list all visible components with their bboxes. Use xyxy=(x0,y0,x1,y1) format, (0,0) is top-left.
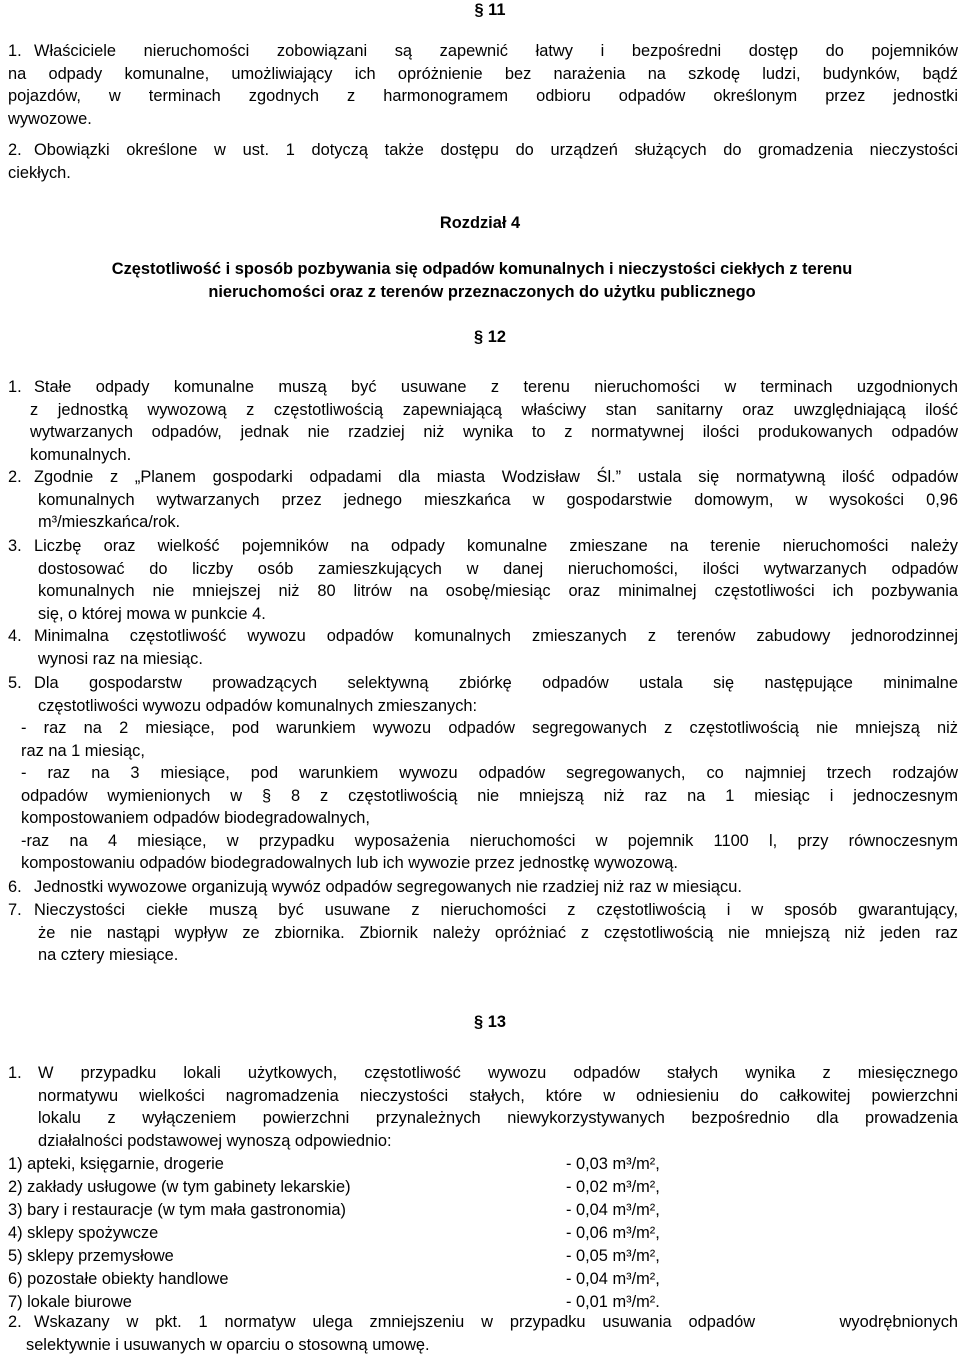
paragraph-line: Nieczystości ciekłe muszą być usuwane z nieruchomości z częstotliwością i w sposób gwarantujący, xyxy=(34,901,958,919)
paragraph-line: Wskazany w pkt. 1 normatyw ulega zmniejszeniu w przypadku usuwania odpadów wyodrębnionych xyxy=(34,1313,958,1331)
section-12-paragraph-3 xyxy=(8,535,958,625)
paragraph-line: komunalnych nie mniejszej niż 80 litrów na osobę/miesiąc oraz minimalnej częstotliwości ich pozbywania xyxy=(38,582,958,600)
paragraph-line: normatywu wielkości nagromadzenia nieczystości stałych, które w odniesieniu do całkowitej powierzchni xyxy=(38,1086,958,1105)
section-12-paragraph-5 xyxy=(8,672,958,875)
norm-value: - 0,04 m³/m², xyxy=(566,1270,660,1288)
paragraph-line: ciekłych. xyxy=(8,163,71,182)
paragraph-line: na cztery miesiące. xyxy=(38,946,179,964)
paragraph-line: Liczbę oraz wielkość pojemników na odpady komunalne zmieszane na terenie nieruchomości należy xyxy=(34,537,958,555)
paragraph-number: 5. xyxy=(8,674,22,692)
section-12-paragraph-4 xyxy=(8,625,958,670)
norm-value: - 0,01 m³/m². xyxy=(566,1293,660,1311)
paragraph-number: 3. xyxy=(8,537,22,555)
paragraph-number: 7. xyxy=(8,901,22,919)
norms-list xyxy=(8,1153,708,1314)
option-line: - raz na 2 miesiące, pod warunkiem wywozu odpadów segregowanych z częstotliwością nie mniejszą niż xyxy=(21,719,958,737)
paragraph-line: komunalnych. xyxy=(30,445,132,464)
paragraph-line: częstotliwości wywozu odpadów komunalnych zmieszanych: xyxy=(38,696,478,715)
norm-label: 4) sklepy spożywcze xyxy=(8,1224,159,1242)
paragraph-line: na odpady komunalne, umożliwiający ich opróżnienie bez narażenia na szkodę ludzi, budynków, bądź xyxy=(8,64,958,83)
norm-label: 3) bary i restauracje (w tym mała gastronomia) xyxy=(8,1201,346,1219)
section-11-paragraph-1 xyxy=(8,40,958,130)
option-line: raz na 1 miesiąc, xyxy=(21,741,145,760)
norm-value: - 0,06 m³/m², xyxy=(566,1224,660,1242)
paragraph-line: się, o której mowa w punkcie 4. xyxy=(38,604,266,623)
paragraph-line: Dla gospodarstw prowadzących selektywną zbiórkę odpadów ustala się następujące minimalne xyxy=(34,674,958,692)
norm-value: - 0,02 m³/m², xyxy=(566,1178,660,1196)
norm-label: 7) lokale biurowe xyxy=(8,1293,132,1311)
paragraph-line: Obowiązki określone w ust. 1 dotyczą także dostępu do urządzeń służących do gromadzenia nieczystości xyxy=(34,141,958,159)
section-13-heading: § 13 xyxy=(474,1013,506,1031)
paragraph-line: działalności podstawowej wynoszą odpowiednio: xyxy=(38,1131,392,1150)
norm-label: 5) sklepy przemysłowe xyxy=(8,1247,174,1265)
chapter-subtitle-line-1: Częstotliwość i sposób pozbywania się odpadów komunalnych i nieczystości ciekłych z terenu xyxy=(111,260,853,278)
paragraph-line: lokalu z wyłączeniem powierzchni przynależnych niewykorzystywanych bezpośrednio dla prowadzenia xyxy=(38,1109,958,1127)
paragraph-number: 2. xyxy=(8,141,22,159)
paragraph-line: pojazdów, w terminach zgodnych z harmonogramem odbioru odpadów określonym przez jednostki xyxy=(8,87,958,105)
option-line: odpadów wymienionych w § 8 z częstotliwością nie mniejszą niż raz na 1 miesiąc i jednoczesnym xyxy=(21,786,958,805)
option-line: -raz na 4 miesiące, w przypadku wyposażenia nieruchomości w pojemnik 1100 l, przy równoczesnym xyxy=(21,831,958,850)
norm-row xyxy=(8,1245,708,1268)
chapter-title: Rozdział 4 xyxy=(439,214,521,232)
section-12-paragraph-6 xyxy=(8,876,958,899)
option-line: kompostowaniem odpadów biodegradowalnych, xyxy=(21,809,370,827)
section-13-paragraph-2 xyxy=(8,1311,958,1356)
paragraph-line: wynosi raz na miesiąc. xyxy=(38,649,203,668)
paragraph-line: z jednostką wywozową z częstotliwością zapewniającą właściwy stan sanitarny oraz uwzględniającą ilość xyxy=(30,400,958,419)
paragraph-line: selektywnie i usuwanych w oparciu o stosowną umowę. xyxy=(26,1335,430,1354)
paragraph-number: 1. xyxy=(8,42,22,60)
norm-value: - 0,03 m³/m², xyxy=(566,1155,660,1173)
paragraph-line: wywozowe. xyxy=(8,109,92,128)
paragraph-line: Właściciele nieruchomości zobowiązani są zapewnić łatwy i bezpośredni dostęp do pojemników xyxy=(34,42,958,60)
paragraph-number: 4. xyxy=(8,627,22,645)
paragraph-number: 1. xyxy=(8,378,22,396)
paragraph-line: Zgodnie z „Planem gospodarki odpadami dla miasta Wodzisław Śl.” ustala się normatywną ilość odpadów xyxy=(34,468,958,486)
section-13-paragraph-1 xyxy=(8,1062,958,1152)
norm-value: - 0,05 m³/m², xyxy=(566,1247,660,1265)
paragraph-line: Minimalna częstotliwość wywozu odpadów komunalnych zmieszanych z terenów zabudowy jednorodzinnej xyxy=(34,627,958,645)
norm-row xyxy=(8,1176,708,1199)
norm-label: 6) pozostałe obiekty handlowe xyxy=(8,1270,229,1288)
norm-row xyxy=(8,1199,708,1222)
section-12-paragraph-1 xyxy=(8,376,958,466)
norm-label: 2) zakłady usługowe (w tym gabinety lekarskie) xyxy=(8,1178,351,1196)
paragraph-number: 1. xyxy=(8,1064,22,1082)
norm-row xyxy=(8,1153,708,1176)
paragraph-line: wytwarzanych odpadów, jednak nie rzadziej niż wynika to z normatywnej ilości produkowanych odpadów xyxy=(30,423,958,441)
paragraph-number: 2. xyxy=(8,1313,22,1331)
paragraph-line: komunalnych wytwarzanych przez jednego mieszkańca w gospodarstwie domowym, w wysokości 0,96 xyxy=(38,490,958,509)
chapter-subtitle-line-2: nieruchomości oraz z terenów przeznaczonych do użytku publicznego xyxy=(208,283,756,301)
paragraph-line: Jednostki wywozowe organizują wywóz odpadów segregowanych nie rzadziej niż raz w miesiącu. xyxy=(34,878,742,896)
option-line: - raz na 3 miesiące, pod warunkiem wywozu odpadów segregowanych, co najmniej trzech rodzajów xyxy=(21,764,958,782)
section-11-paragraph-2 xyxy=(8,139,958,184)
section-11-heading: § 11 xyxy=(474,1,506,19)
paragraph-line: W przypadku lokali użytkowych, częstotliwość wywozu odpadów stałych wynika z miesięcznego xyxy=(38,1064,958,1082)
section-12-paragraph-7 xyxy=(8,899,958,967)
paragraph-line: dostosować do liczby osób zamieszkujących w danej nieruchomości, ilości wytwarzanych odpadów xyxy=(38,559,958,578)
norm-row xyxy=(8,1222,708,1245)
section-12-paragraph-2 xyxy=(8,466,958,534)
paragraph-line: m³/mieszkańca/rok. xyxy=(38,513,181,531)
norm-row xyxy=(8,1268,708,1291)
option-line: kompostowaniu odpadów biodegradowalnych lub ich wywozie przez jednostkę wywozową. xyxy=(21,854,678,872)
norm-label: 1) apteki, księgarnie, drogerie xyxy=(8,1155,224,1173)
paragraph-number: 6. xyxy=(8,878,22,896)
paragraph-line: Stałe odpady komunalne muszą być usuwane z terenu nieruchomości w terminach uzgodnionych xyxy=(34,378,958,396)
section-12-heading: § 12 xyxy=(474,328,506,346)
paragraph-number: 2. xyxy=(8,468,22,486)
paragraph-line: że nie nastąpi wypływ ze zbiornika. Zbiornik należy opróżniać z częstotliwością nie mniejszą niż jeden raz xyxy=(38,923,958,942)
norm-value: - 0,04 m³/m², xyxy=(566,1201,660,1219)
